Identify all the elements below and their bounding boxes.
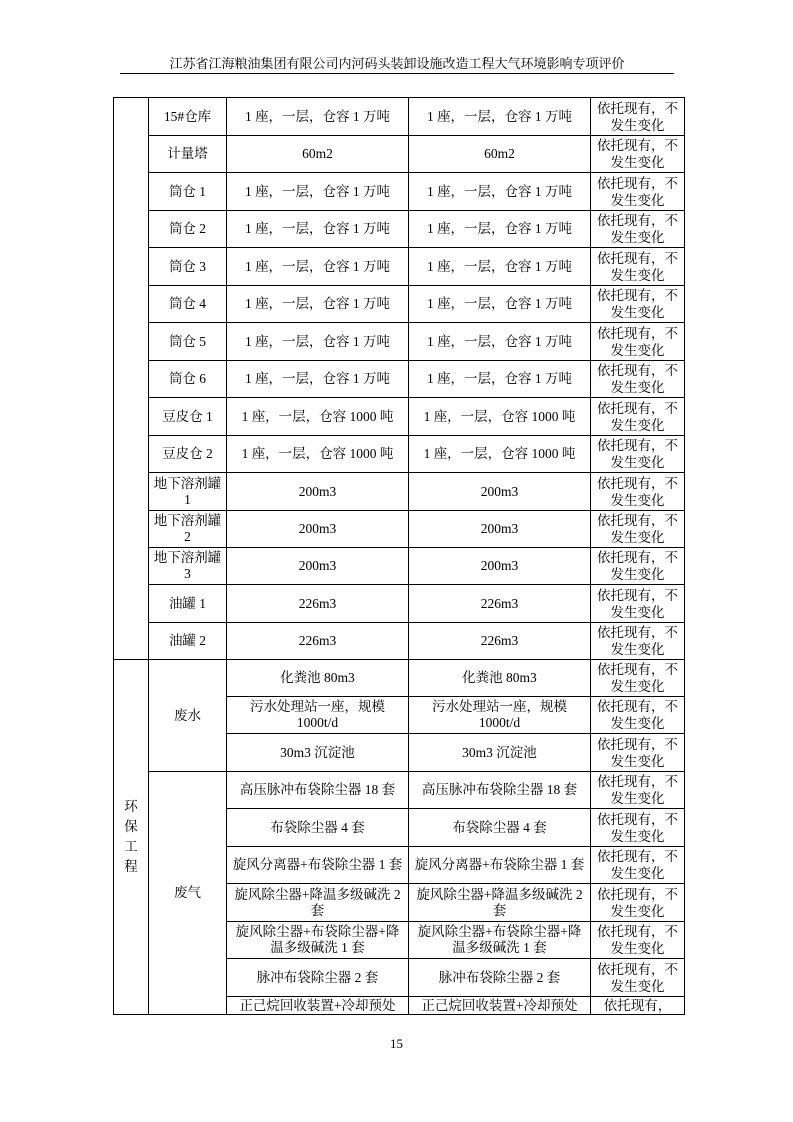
before-value-cell: 30m3 沉淀池 [227, 734, 409, 772]
category-label: 环保工程 [124, 799, 138, 874]
category-cell-blank [114, 98, 149, 660]
table-row [114, 623, 685, 660]
subcategory-cell-exhaust: 废气 [149, 772, 227, 1015]
after-value-cell: 60m2 [409, 136, 591, 173]
before-value-cell: 旋风分离器+布袋除尘器 1 套 [227, 847, 409, 884]
note-cell: 依托现有，不发生变化 [591, 98, 685, 136]
note-cell: 依托现有，不发生变化 [591, 248, 685, 286]
before-value-cell: 1 座，一层，仓容 1 万吨 [227, 173, 409, 211]
note-cell: 依托现有，不发生变化 [591, 361, 685, 398]
table-row [114, 136, 685, 173]
note-cell: 依托现有，不发生变化 [591, 548, 685, 585]
table-row [114, 398, 685, 436]
note-cell: 依托现有，不发生变化 [591, 398, 685, 436]
before-value-cell: 化粪池 80m3 [227, 660, 409, 697]
note-cell: 依托现有，不发生变化 [591, 473, 685, 511]
note-cell: 依托现有，不发生变化 [591, 922, 685, 959]
before-value-cell: 污水处理站一座，规模 1000t/d [227, 697, 409, 734]
facility-name-cell: 地下溶剂罐 1 [149, 473, 227, 511]
before-value-cell: 脉冲布袋除尘器 2 套 [227, 959, 409, 997]
facility-name-cell: 筒仓 5 [149, 323, 227, 361]
note-cell: 依托现有，不发生变化 [591, 697, 685, 734]
facility-name-cell: 地下溶剂罐 2 [149, 511, 227, 548]
page-header-title: 江苏省江海粮油集团有限公司内河码头装卸设施改造工程大气环境影响专项评价 [169, 56, 625, 71]
note-cell: 依托现有，不发生变化 [591, 286, 685, 323]
facility-name-cell: 筒仓 2 [149, 211, 227, 248]
facility-name-cell: 豆皮仓 2 [149, 436, 227, 473]
facility-name-cell: 筒仓 6 [149, 361, 227, 398]
table-row [114, 548, 685, 585]
note-cell: 依托现有，不发生变化 [591, 173, 685, 211]
table-row [114, 772, 685, 809]
note-cell: 依托现有， [591, 997, 685, 1015]
table-row [114, 248, 685, 286]
after-value-cell: 1 座，一层，仓容 1 万吨 [409, 323, 591, 361]
subcategory-cell-wastewater: 废水 [149, 660, 227, 772]
before-value-cell: 226m3 [227, 585, 409, 623]
before-value-cell: 1 座，一层，仓容 1000 吨 [227, 436, 409, 473]
before-value-cell: 1 座，一层，仓容 1 万吨 [227, 248, 409, 286]
after-value-cell: 正己烷回收装置+冷却预处 [409, 997, 591, 1015]
table-row [114, 436, 685, 473]
table-row [114, 660, 685, 697]
after-value-cell: 1 座，一层，仓容 1000 吨 [409, 398, 591, 436]
facility-name-cell: 计量塔 [149, 136, 227, 173]
note-cell: 依托现有，不发生变化 [591, 809, 685, 847]
before-value-cell: 1 座，一层，仓容 1 万吨 [227, 323, 409, 361]
table-row [114, 473, 685, 511]
facility-name-cell: 15#仓库 [149, 98, 227, 136]
facility-name-cell: 豆皮仓 1 [149, 398, 227, 436]
table-row [114, 173, 685, 211]
facility-name-cell: 筒仓 1 [149, 173, 227, 211]
before-value-cell: 60m2 [227, 136, 409, 173]
after-value-cell: 脉冲布袋除尘器 2 套 [409, 959, 591, 997]
before-value-cell: 1 座，一层，仓容 1 万吨 [227, 211, 409, 248]
table-row [114, 98, 685, 136]
before-value-cell: 旋风除尘器+布袋除尘器+降温多级碱洗 1 套 [227, 922, 409, 959]
before-value-cell: 1 座，一层，仓容 1 万吨 [227, 98, 409, 136]
after-value-cell: 1 座，一层，仓容 1 万吨 [409, 361, 591, 398]
table-row [114, 323, 685, 361]
after-value-cell: 化粪池 80m3 [409, 660, 591, 697]
table-row [114, 361, 685, 398]
page-number: 15 [390, 1036, 403, 1051]
table-row [114, 286, 685, 323]
facility-name-cell: 油罐 1 [149, 585, 227, 623]
before-value-cell: 200m3 [227, 511, 409, 548]
note-cell: 依托现有，不发生变化 [591, 623, 685, 660]
table-row [114, 211, 685, 248]
note-cell: 依托现有，不发生变化 [591, 436, 685, 473]
note-cell: 依托现有，不发生变化 [591, 511, 685, 548]
after-value-cell: 1 座，一层，仓容 1000 吨 [409, 436, 591, 473]
note-cell: 依托现有，不发生变化 [591, 136, 685, 173]
before-value-cell: 1 座，一层，仓容 1 万吨 [227, 361, 409, 398]
facility-table-body [114, 98, 685, 1015]
before-value-cell: 200m3 [227, 473, 409, 511]
after-value-cell: 1 座，一层，仓容 1 万吨 [409, 248, 591, 286]
header-divider [120, 73, 674, 74]
before-value-cell: 226m3 [227, 623, 409, 660]
before-value-cell: 布袋除尘器 4 套 [227, 809, 409, 847]
before-value-cell: 1 座，一层，仓容 1000 吨 [227, 398, 409, 436]
before-value-cell: 旋风除尘器+降温多级碱洗 2 套 [227, 884, 409, 922]
after-value-cell: 200m3 [409, 548, 591, 585]
after-value-cell: 226m3 [409, 585, 591, 623]
after-value-cell: 污水处理站一座，规模 1000t/d [409, 697, 591, 734]
facility-table [113, 97, 685, 1015]
after-value-cell: 布袋除尘器 4 套 [409, 809, 591, 847]
note-cell: 依托现有，不发生变化 [591, 660, 685, 697]
note-cell: 依托现有，不发生变化 [591, 734, 685, 772]
after-value-cell: 高压脉冲布袋除尘器 18 套 [409, 772, 591, 809]
note-cell: 依托现有，不发生变化 [591, 211, 685, 248]
before-value-cell: 1 座，一层，仓容 1 万吨 [227, 286, 409, 323]
after-value-cell: 200m3 [409, 511, 591, 548]
facility-name-cell: 地下溶剂罐 3 [149, 548, 227, 585]
before-value-cell: 200m3 [227, 548, 409, 585]
after-value-cell: 旋风除尘器+降温多级碱洗 2 套 [409, 884, 591, 922]
note-cell: 依托现有，不发生变化 [591, 959, 685, 997]
before-value-cell: 正己烷回收装置+冷却预处 [227, 997, 409, 1015]
after-value-cell: 226m3 [409, 623, 591, 660]
after-value-cell: 1 座，一层，仓容 1 万吨 [409, 173, 591, 211]
note-cell: 依托现有，不发生变化 [591, 884, 685, 922]
table-row [114, 511, 685, 548]
after-value-cell: 旋风除尘器+布袋除尘器+降温多级碱洗 1 套 [409, 922, 591, 959]
facility-name-cell: 筒仓 4 [149, 286, 227, 323]
after-value-cell: 30m3 沉淀池 [409, 734, 591, 772]
after-value-cell: 200m3 [409, 473, 591, 511]
note-cell: 依托现有，不发生变化 [591, 585, 685, 623]
category-cell-env [114, 660, 149, 1015]
after-value-cell: 1 座，一层，仓容 1 万吨 [409, 286, 591, 323]
before-value-cell: 高压脉冲布袋除尘器 18 套 [227, 772, 409, 809]
note-cell: 依托现有，不发生变化 [591, 772, 685, 809]
facility-name-cell: 油罐 2 [149, 623, 227, 660]
after-value-cell: 旋风分离器+布袋除尘器 1 套 [409, 847, 591, 884]
facility-name-cell: 筒仓 3 [149, 248, 227, 286]
after-value-cell: 1 座，一层，仓容 1 万吨 [409, 211, 591, 248]
table-row [114, 585, 685, 623]
note-cell: 依托现有，不发生变化 [591, 323, 685, 361]
after-value-cell: 1 座，一层，仓容 1 万吨 [409, 98, 591, 136]
note-cell: 依托现有，不发生变化 [591, 847, 685, 884]
